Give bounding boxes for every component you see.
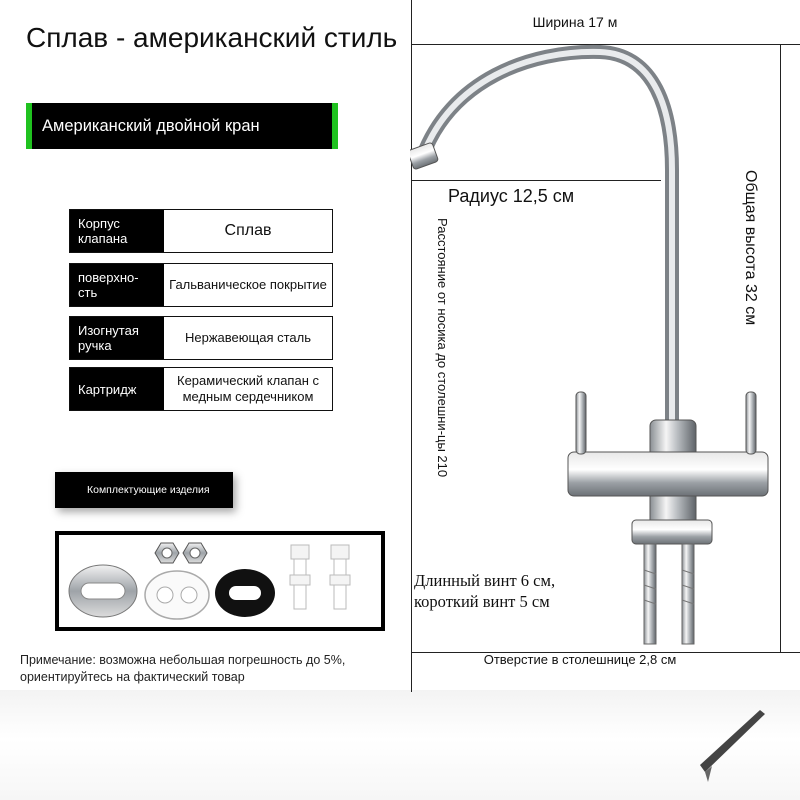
radius-dimension-label: Радиус 12,5 см [448,186,575,206]
spec-value: Нержавеющая сталь [185,330,311,345]
valve-body-icon [568,420,768,544]
kit-parts-frame [55,531,385,631]
hex-nut-icon [155,543,207,563]
spec-key: Изогнутая ручка [70,317,164,359]
countertop-shadow-illustration [0,690,800,800]
kit-parts-illustration [59,535,381,627]
banner-text: Американский двойной кран [42,116,260,135]
height-dimension-label: Общая высота 32 см [742,170,759,326]
spec-value: Гальваническое покрытие [169,277,327,292]
screw-length-label: Длинный винт 6 см, короткий винт 5 см [414,571,556,611]
spec-row-body [69,209,333,253]
spec-key: поверхно-сть [70,264,164,306]
kit-label: Комплектующие изделия [55,472,233,508]
faucet-illustration [410,40,790,660]
spout-height-label: Расстояние от носика до столешни-цы 210 [435,218,450,478]
countertop-surface [0,690,800,800]
spec-value: Сплав [224,222,272,239]
spec-key: Картридж [70,368,164,410]
spec-row-handle [69,316,333,360]
product-type-banner [26,103,338,149]
quick-connector-icon [290,545,350,609]
spec-value: Керамический клапан с медным сердечником [177,373,319,404]
escutcheon-plate-icon [69,565,137,617]
threaded-shank-icon [644,544,694,644]
countertop-hole-label: Отверстие в столешнице 2,8 см [483,652,677,667]
product-title: Сплав - американский стиль [26,22,398,53]
tolerance-note: Примечание: возможна небольшая погрешность до 5%, ориентируйтесь на фактический товар [20,653,346,684]
spec-row-cartridge [69,367,333,411]
spec-key: Корпус клапана [70,210,164,252]
spec-row-surface [69,263,333,307]
black-gasket-icon [215,569,275,617]
width-dimension-label: Ширина 17 м [532,14,618,30]
white-gasket-icon [145,571,209,619]
